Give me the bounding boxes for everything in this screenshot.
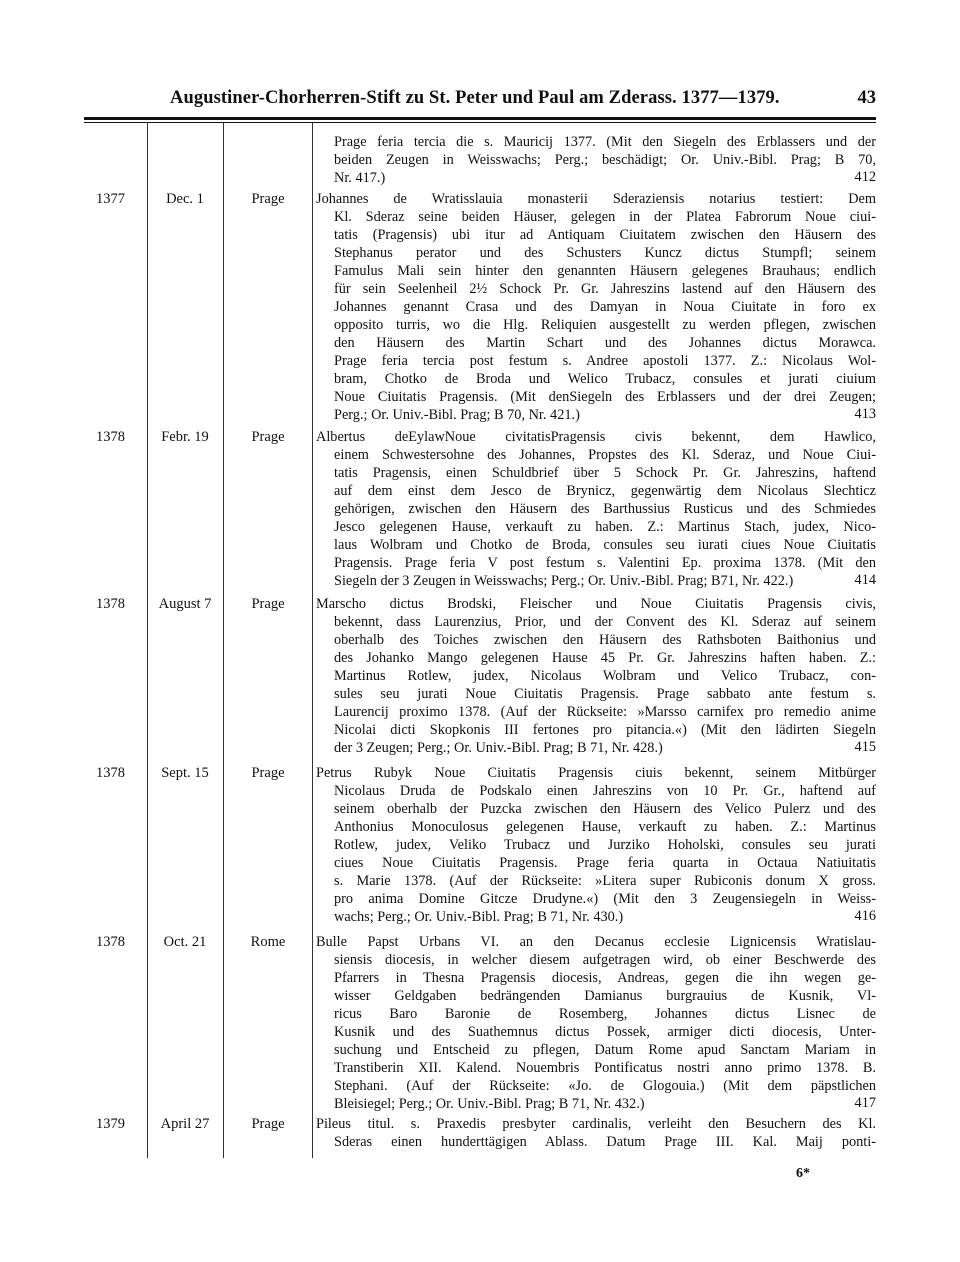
entry-year: 1379 xyxy=(96,1116,125,1132)
text-line: Noue Ciuitatis Pragensis. (Mit denSiegeln des Erblassers und der drei Zeugen; xyxy=(334,389,876,405)
text-line: tatis Pragensis, einen Schuldbrief über 5 Schock Pr. Gr. Jahreszins, haftend xyxy=(334,465,876,481)
text-line: Pileus titul. s. Praxedis presbyter cardinalis, verleiht den Besuchern des Kl. xyxy=(316,1116,876,1132)
text-line: Prage feria tercia post festum s. Andree apostoli 1377. Z.: Nicolaus Wol- xyxy=(334,353,876,369)
page-number: 43 xyxy=(857,88,876,108)
entry-place: Prage xyxy=(251,1116,285,1132)
text-line: seinem oberhalb der Puzcka zwischen den Häusern des Velico Pulerz und des xyxy=(334,801,876,817)
text-line: Perg.; Or. Univ.-Bibl. Prag; B 70, Nr. 421.) xyxy=(334,407,580,423)
entry-year: 1378 xyxy=(96,765,125,781)
header-rule-thick xyxy=(84,117,876,120)
entry-date: April 27 xyxy=(160,1116,210,1132)
header-rule-thin xyxy=(84,122,876,123)
text-line: des Johanko Mango gelegenen Hause 45 Pr. Gr. Jahreszins haften haben. Z.: xyxy=(334,650,876,666)
text-line: Famulus Mali sein hinter den genannten Häusern gelegenes Brauhaus; endlich xyxy=(334,263,876,279)
text-line: Laurencij proximo 1378. (Auf der Rückseite: »Marsso carnifex pro remedio anime xyxy=(334,704,876,720)
text-line: einem Schwestersohne des Johannes, Propstes des Kl. Sderaz, und Noue Ciui- xyxy=(334,447,876,463)
text-line: opposito turris, wo die Hlg. Reliquien ausgestellt zu werden pflegen, zwischen xyxy=(334,317,876,333)
entry-date: Dec. 1 xyxy=(166,191,204,207)
text-line: sules seu jurati Noue Ciuitatis Pragensis. Prage sabbato ante festum s. xyxy=(334,686,876,702)
text-line: Kusnik und des Suathemnus dictus Possek, armiger dicti diocesis, Unter- xyxy=(334,1024,876,1040)
text-line: Pfarrers in Thesna Pragensis diocesis, Andreas, gegen die ihn wegen ge- xyxy=(334,970,876,986)
header-title: Augustiner-Chorherren-Stift zu St. Peter und Paul am Zderass. 1377—1379. xyxy=(170,88,780,108)
text-line: für sein Seelenheil 2½ Schock Pr. Gr. Jahreszins lastend auf den Häusern des xyxy=(334,281,876,297)
text-line: Transtiberin XII. Kalend. Nouembris Pontificatus nostri anno primo 1378. B. xyxy=(334,1060,876,1076)
entry-place: Rome xyxy=(250,934,286,950)
text-line: auf dem einst dem Jesco de Brynicz, gegenwärtig dem Nicolaus Slechticz xyxy=(334,483,876,499)
text-line: Nr. 417.) xyxy=(334,170,386,186)
entry-date: Oct. 21 xyxy=(163,934,207,950)
text-line: oberhalb des Toiches zwischen den Häusern des Rathsboten Baithonius und xyxy=(334,632,876,648)
text-line: bekennt, dass Laurenzius, Prior, und der Convent des Kl. Sderaz auf seinem xyxy=(334,614,876,630)
text-line: Stephani. (Auf der Rückseite: «Jo. de Glogouia.) (Mit dem päpstlichen xyxy=(334,1078,876,1094)
regest-number: 416 xyxy=(854,908,876,924)
text-line: Jesco gelegenen Hause, verkauft zu haben. Z.: Martinus Stach, judex, Nico- xyxy=(334,519,876,535)
text-line: Nicolai dicti Skopkonis III fertones pro pitancia.«) (Mit den lädirten Siegeln xyxy=(334,722,876,738)
text-line: wachs; Perg.; Or. Univ.-Bibl. Prag; B 71, Nr. 430.) xyxy=(334,909,624,925)
regest-number: 412 xyxy=(854,169,876,185)
text-line: Pragensis. Prage feria V post festum s. Valentini Ep. proxima 1378. (Mit den xyxy=(334,555,876,571)
entry-date: Febr. 19 xyxy=(161,429,209,445)
column-divider xyxy=(223,123,224,1158)
entry-place: Prage xyxy=(251,191,285,207)
text-line: Siegeln der 3 Zeugen in Weisswachs; Perg.; Or. Univ.-Bibl. Prag; B71, Nr. 422.) xyxy=(334,573,794,589)
text-line: Petrus Rubyk Noue Ciuitatis Pragensis ciuis bekennt, seinem Mitbürger xyxy=(316,765,876,781)
text-line: beiden Zeugen in Weisswachs; Perg.; beschädigt; Or. Univ.-Bibl. Prag; B 70, xyxy=(334,152,876,168)
text-line: Marscho dictus Brodski, Fleischer und Noue Ciuitatis Pragensis civis, xyxy=(316,596,876,612)
text-line: siensis diocesis, in welcher diesem aufgetragen wird, ob einer Beschwerde des xyxy=(334,952,876,968)
entry-place: Prage xyxy=(251,765,285,781)
text-line: Rotlew, judex, Veliko Trubacz und Jurziko Hoholski, consules seu jurati xyxy=(334,837,876,853)
regest-number: 413 xyxy=(854,406,876,422)
regest-number: 417 xyxy=(854,1095,876,1111)
text-line: ricus Baro Baronie de Rosemberg, Johannes dictus Lisnec de xyxy=(334,1006,876,1022)
text-line: Johannes de Wratisslauia monasterii Sderaziensis notarius testiert: Dem xyxy=(316,191,876,207)
text-line: der 3 Zeugen; Perg.; Or. Univ.-Bibl. Prag; B 71, Nr. 428.) xyxy=(334,740,663,756)
text-line: tatis (Pragensis) ubi itur ad Antiquam Ciuitatem zwischen den Häusern des xyxy=(334,227,876,243)
column-divider xyxy=(147,123,148,1158)
entry-year: 1377 xyxy=(96,191,125,207)
text-line: Johannes genannt Crasa und des Damyan in Noua Ciuitate in foro ex xyxy=(334,299,876,315)
regest-number: 415 xyxy=(854,739,876,755)
text-line: laus Wolbram und Chotko de Broda, consules seu iurati ciues Noue Ciuitatis xyxy=(334,537,876,553)
text-line: Bleisiegel; Perg.; Or. Univ.-Bibl. Prag; B 71, Nr. 432.) xyxy=(334,1096,645,1112)
text-line: s. Marie 1378. (Auf der Rückseite: »Litera super Rubiconis donum X gross. xyxy=(334,873,876,889)
entry-place: Prage xyxy=(251,596,285,612)
entry-year: 1378 xyxy=(96,429,125,445)
regest-number: 414 xyxy=(854,572,876,588)
text-line: wisser Geldgaben bedrängenden Damianus burgrauius de Kusnik, Vl- xyxy=(334,988,876,1004)
text-line: suchung und Entscheid zu pflegen, Datum Rome apud Sanctam Mariam in xyxy=(334,1042,876,1058)
text-line: gehörigen, zwischen den Häusern des Barthussius Rusticus und des Schmiedes xyxy=(334,501,876,517)
text-line: Kl. Sderaz seine beiden Häuser, gelegen in der Platea Fabrorum Noue ciui- xyxy=(334,209,876,225)
entry-year: 1378 xyxy=(96,596,125,612)
text-line: pro anima Domine Gitcze Drudyne.«) (Mit den 3 Zeugensiegeln in Weiss- xyxy=(334,891,876,907)
signature-mark: 6* xyxy=(796,1166,810,1181)
text-line: Sderas einen hunderttägigen Ablass. Datum Prage III. Kal. Maij ponti- xyxy=(334,1134,876,1150)
entry-date: August 7 xyxy=(158,596,212,612)
text-line: den Häusern des Martin Schart und des Johannes dictus Morawca. xyxy=(334,335,876,351)
text-line: Martinus Rotlew, judex, Nicolaus Wolbram und Velico Trubacz, con- xyxy=(334,668,876,684)
column-divider xyxy=(312,123,313,1158)
text-line: Prage feria tercia die s. Mauricij 1377. (Mit den Siegeln des Erblassers und der xyxy=(334,134,876,150)
text-line: bram, Chotko de Broda und Welico Trubacz, consules et jurati ciuium xyxy=(334,371,876,387)
text-line: Anthonius Monoculosus gelegenen Hause, verkauft zu haben. Z.: Martinus xyxy=(334,819,876,835)
text-line: Stephanus perator und des Schusters Kuncz dictus Stumpfl; seinem xyxy=(334,245,876,261)
running-header xyxy=(170,88,876,112)
entry-year: 1378 xyxy=(96,934,125,950)
entry-date: Sept. 15 xyxy=(161,765,209,781)
text-line: Bulle Papst Urbans VI. an den Decanus ecclesie Lignicensis Wratislau- xyxy=(316,934,876,950)
text-line: ciues Noue Ciuitatis Pragensis. Prage feria quarta in Octaua Natiuitatis xyxy=(334,855,876,871)
text-line: Albertus deEylawNoue civitatisPragensis civis bekennt, dem Hawlico, xyxy=(316,429,876,445)
text-line: Nicolaus Druda de Podskalo einen Jahreszins von 10 Pr. Gr., haftend auf xyxy=(334,783,876,799)
entry-place: Prage xyxy=(251,429,285,445)
